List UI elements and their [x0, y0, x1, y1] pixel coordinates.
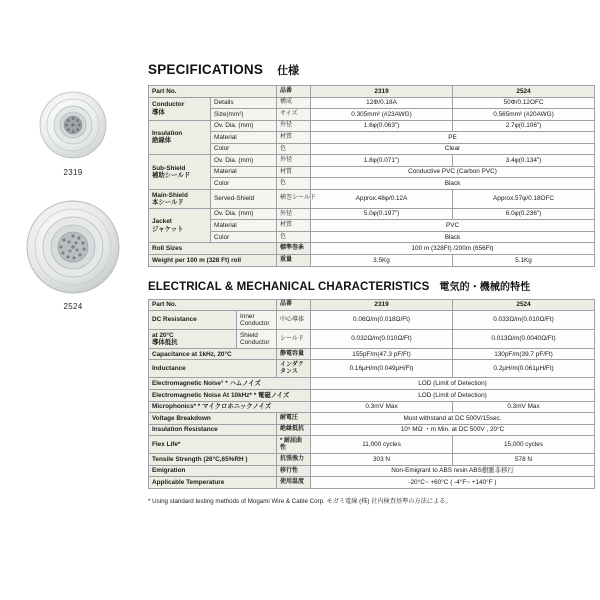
row-label-jp: 移行性 — [277, 465, 311, 477]
row-label-jp: 本シールド — [152, 198, 184, 206]
row-label-en: Jacket — [152, 218, 172, 226]
row-label: Emigration — [149, 465, 277, 477]
part-no-2524: 2524 — [453, 86, 595, 98]
table-row — [149, 401, 595, 413]
table-row — [149, 255, 595, 267]
part-no-2524: 2524 — [453, 299, 595, 311]
row-label: Part No. — [149, 299, 277, 311]
row-label — [149, 330, 237, 349]
cell-value-span: Clear — [311, 143, 595, 155]
cell-value: 0.565mm² (#20AWG) — [453, 109, 595, 121]
table-row — [149, 109, 595, 121]
cell-value-span: 100 m (328Ft) /200m (656Ft) — [311, 243, 595, 255]
cell-value: 130pF/m(39.7 pF/Ft) — [453, 348, 595, 360]
cell-value-span: LOD (Limit of Detection) — [311, 378, 595, 390]
table-row — [149, 189, 595, 208]
row-label — [149, 120, 211, 155]
cell-value: 303 N — [311, 454, 453, 466]
row-sublabel-jp: 横巻シールド — [277, 189, 311, 208]
row-label: Part No. — [149, 86, 277, 98]
cell-value-span: Black — [311, 231, 595, 243]
row-label: Voltage Breakdown — [149, 413, 277, 425]
cell-value: 3.5Kg — [311, 255, 453, 267]
cell-value: 2.7φ(0.106") — [453, 120, 595, 132]
cell-value: 0.032Ω/m(0.010Ω/Ft) — [311, 330, 453, 349]
cable-caption: 2319 — [63, 168, 83, 177]
row-sublabel-jp: 色 — [277, 143, 311, 155]
part-no-2319: 2319 — [311, 299, 453, 311]
row-sublabel-jp: 外径 — [277, 155, 311, 167]
row-label-jp: インダクタンス — [277, 360, 311, 378]
row-label: Capacitance at 1kHz, 20°C — [149, 348, 277, 360]
characteristics-title: ELECTRICAL & MECHANICAL CHARACTERISTICS — [148, 280, 430, 293]
row-label-jp: 標準巻条 — [277, 243, 311, 255]
cell-value: 5.1Kg — [453, 255, 595, 267]
cell-value: 0.16μH/m(0.049μH/Ft) — [311, 360, 453, 378]
specifications-title-jp: 仕様 — [277, 65, 300, 77]
table-row — [149, 155, 595, 167]
row-label-jp: 静電容量 — [277, 348, 311, 360]
row-sublabel-jp: 材質 — [277, 166, 311, 178]
row-label-jp: 導体抵抗 — [152, 338, 178, 346]
cell-value-span: LOD (Limit of Detection) — [311, 389, 595, 401]
cell-value: 0.305mm² (#23AWG) — [311, 109, 453, 121]
cell-value: 0.033Ω/m(0.010Ω/Ft) — [453, 311, 595, 330]
row-sublabel: Ov. Dia. (mm) — [211, 120, 277, 132]
row-label — [149, 189, 211, 208]
row-label-jp: ジャケット — [152, 225, 184, 233]
row-label: Applicable Temperature — [149, 477, 277, 489]
row-sublabel: Served-Shield — [211, 189, 277, 208]
table-row — [149, 143, 595, 155]
row-sublabel-jp: 外径 — [277, 208, 311, 220]
row-sublabel-jp: 色 — [277, 231, 311, 243]
row-label-jp: 補助シールド — [152, 172, 191, 180]
row-sublabel: Material — [211, 132, 277, 144]
row-label-jp: 導体 — [152, 108, 165, 116]
row-sublabel-jp: 中心導体 — [277, 311, 311, 330]
cell-value: 0.06Ω/m(0.018Ω/Ft) — [311, 311, 453, 330]
row-sublabel-jp: 外径 — [277, 120, 311, 132]
table-row — [149, 389, 595, 401]
table-row — [149, 360, 595, 378]
cell-value: 155pF/m(47.3 pF/Ft) — [311, 348, 453, 360]
cell-value-span: Must withstand at DC 500V/15sec. — [311, 413, 595, 425]
cable-illustration-2319 — [8, 85, 138, 177]
row-label: Roll Sizes — [149, 243, 277, 255]
specifications-heading — [148, 62, 594, 78]
table-row — [149, 454, 595, 466]
cable-illustration-2524 — [8, 195, 138, 311]
cell-value-span: Black — [311, 178, 595, 190]
cell-value-span: PVC — [311, 220, 595, 232]
row-label-en: Conductor — [152, 101, 185, 109]
table-row — [149, 132, 595, 144]
table-row — [149, 413, 595, 425]
row-label-en: at 20°C — [152, 331, 174, 339]
table-row — [149, 311, 595, 330]
row-label-en: Sub-Shield — [152, 164, 186, 172]
row-sublabel: Size(mm²) — [211, 109, 277, 121]
cell-value: 0.3mV Max — [453, 401, 595, 413]
cell-value: 50Φ/0.12OFC — [453, 97, 595, 109]
characteristics-title-jp: 電気的・機械的特性 — [439, 281, 531, 293]
cable-caption: 2524 — [63, 302, 83, 311]
cell-value: 3.4φ(0.134") — [453, 155, 595, 167]
table-row — [149, 465, 595, 477]
row-label: DC Resistance — [149, 311, 237, 330]
row-sublabel: Material — [211, 166, 277, 178]
row-label: Inductance — [149, 360, 277, 378]
cell-value-span: 10⁵ MΩ ・m Min. at DC 500V , 20°C — [311, 424, 595, 436]
cable-illustrations — [8, 85, 138, 329]
row-label-en: Main-Shield — [152, 191, 188, 199]
row-sublabel: Ov. Dia. (mm) — [211, 208, 277, 220]
cell-value: 1.8φ(0.071") — [311, 155, 453, 167]
table-row — [149, 424, 595, 436]
row-sublabel: Details — [211, 97, 277, 109]
row-label — [149, 155, 211, 190]
part-no-2319: 2319 — [311, 86, 453, 98]
row-sublabel: Material — [211, 220, 277, 232]
table-row — [149, 208, 595, 220]
row-label-jp: 絶縁体 — [152, 137, 172, 145]
row-label-jp: 品番 — [277, 86, 311, 98]
row-label-jp: 品番 — [277, 299, 311, 311]
cell-value: 0.2μH/m(0.061μH/Ft) — [453, 360, 595, 378]
row-sublabel-jp: 構成 — [277, 97, 311, 109]
table-row — [149, 243, 595, 255]
row-label: Weight per 100 m (328 Ft) roll — [149, 255, 277, 267]
table-row — [149, 220, 595, 232]
cell-value: Approx.57φ/0.18OFC — [453, 189, 595, 208]
footnote: * Using standard testing methods of Mogami Wire & Cable Corp. モガミ電線 (株) 社内検査基準の方法による。 — [148, 497, 452, 505]
cell-value: 5.0φ(0.197") — [311, 208, 453, 220]
row-sublabel-jp: シールド — [277, 330, 311, 349]
row-label — [149, 208, 211, 243]
row-sublabel-jp: 材質 — [277, 220, 311, 232]
row-sublabel: Color — [211, 143, 277, 155]
row-label-jp: 絶縁抵抗 — [277, 424, 311, 436]
cell-value: 6.0φ(0.236") — [453, 208, 595, 220]
row-label: Tensile Strength (26°C,65%RH ) — [149, 454, 277, 466]
row-label-jp: 重量 — [277, 255, 311, 267]
table-row — [149, 436, 595, 454]
specifications-title: SPECIFICATIONS — [148, 62, 264, 77]
cable-cross-section-icon — [33, 85, 113, 165]
characteristics-table — [148, 299, 595, 489]
cell-value-span: Non-Emigrant to ABS resin ABS樹脈非移行 — [311, 465, 595, 477]
cell-value: 0.3mV Max — [311, 401, 453, 413]
table-row — [149, 231, 595, 243]
cable-cross-section-icon — [21, 195, 125, 299]
row-sublabel-jp: 材質 — [277, 132, 311, 144]
table-row — [149, 378, 595, 390]
cell-value-span: -20°C~ +60°C ( -4°F~ +140°F ) — [311, 477, 595, 489]
table-row — [149, 120, 595, 132]
row-sublabel: Color — [211, 178, 277, 190]
table-row — [149, 348, 595, 360]
row-sublabel: Shield Conductor — [237, 330, 277, 349]
row-label-jp: 抗張強力 — [277, 454, 311, 466]
cell-value-span: Conductive PVC (Carbon PVC) — [311, 166, 595, 178]
cell-value: 11,000 cycles — [311, 436, 453, 454]
cell-value: 1.6φ(0.063") — [311, 120, 453, 132]
table-row — [149, 330, 595, 349]
table-row — [149, 178, 595, 190]
specifications-table — [148, 85, 595, 267]
row-label-jp: * 耐屈曲性 — [277, 436, 311, 454]
cell-value: Approx.48φ/0.12A — [311, 189, 453, 208]
cell-value: 15,000 cycles — [453, 436, 595, 454]
row-label-jp: 耐電圧 — [277, 413, 311, 425]
row-label — [149, 97, 211, 120]
cell-value: 12Φ/0.18A — [311, 97, 453, 109]
row-label-jp: 使用温度 — [277, 477, 311, 489]
table-row — [149, 97, 595, 109]
row-sublabel: Inner Conductor — [237, 311, 277, 330]
cell-value: 0.013Ω/m(0.0040Ω/Ft) — [453, 330, 595, 349]
row-sublabel: Color — [211, 231, 277, 243]
characteristics-heading — [148, 278, 594, 293]
spec-content — [148, 62, 594, 505]
row-label: Insulation Resistance — [149, 424, 277, 436]
cell-value-span: PE — [311, 132, 595, 144]
table-row — [149, 86, 595, 98]
cell-value: 578 N — [453, 454, 595, 466]
row-label: Flex Life* — [149, 436, 277, 454]
row-sublabel: Ov. Dia. (mm) — [211, 155, 277, 167]
row-label: Electromagnetic Noise° * ハムノイズ — [149, 378, 311, 390]
table-row — [149, 166, 595, 178]
row-sublabel-jp: 色 — [277, 178, 311, 190]
table-row — [149, 477, 595, 489]
row-label: Electromagnetic Noise At 10kHz* * 電磁ノイズ — [149, 389, 311, 401]
row-label: Microphonics* * マイクロホニックノイズ — [149, 401, 311, 413]
table-row — [149, 299, 595, 311]
row-label-en: Insulation — [152, 130, 183, 138]
row-sublabel-jp: サイズ — [277, 109, 311, 121]
